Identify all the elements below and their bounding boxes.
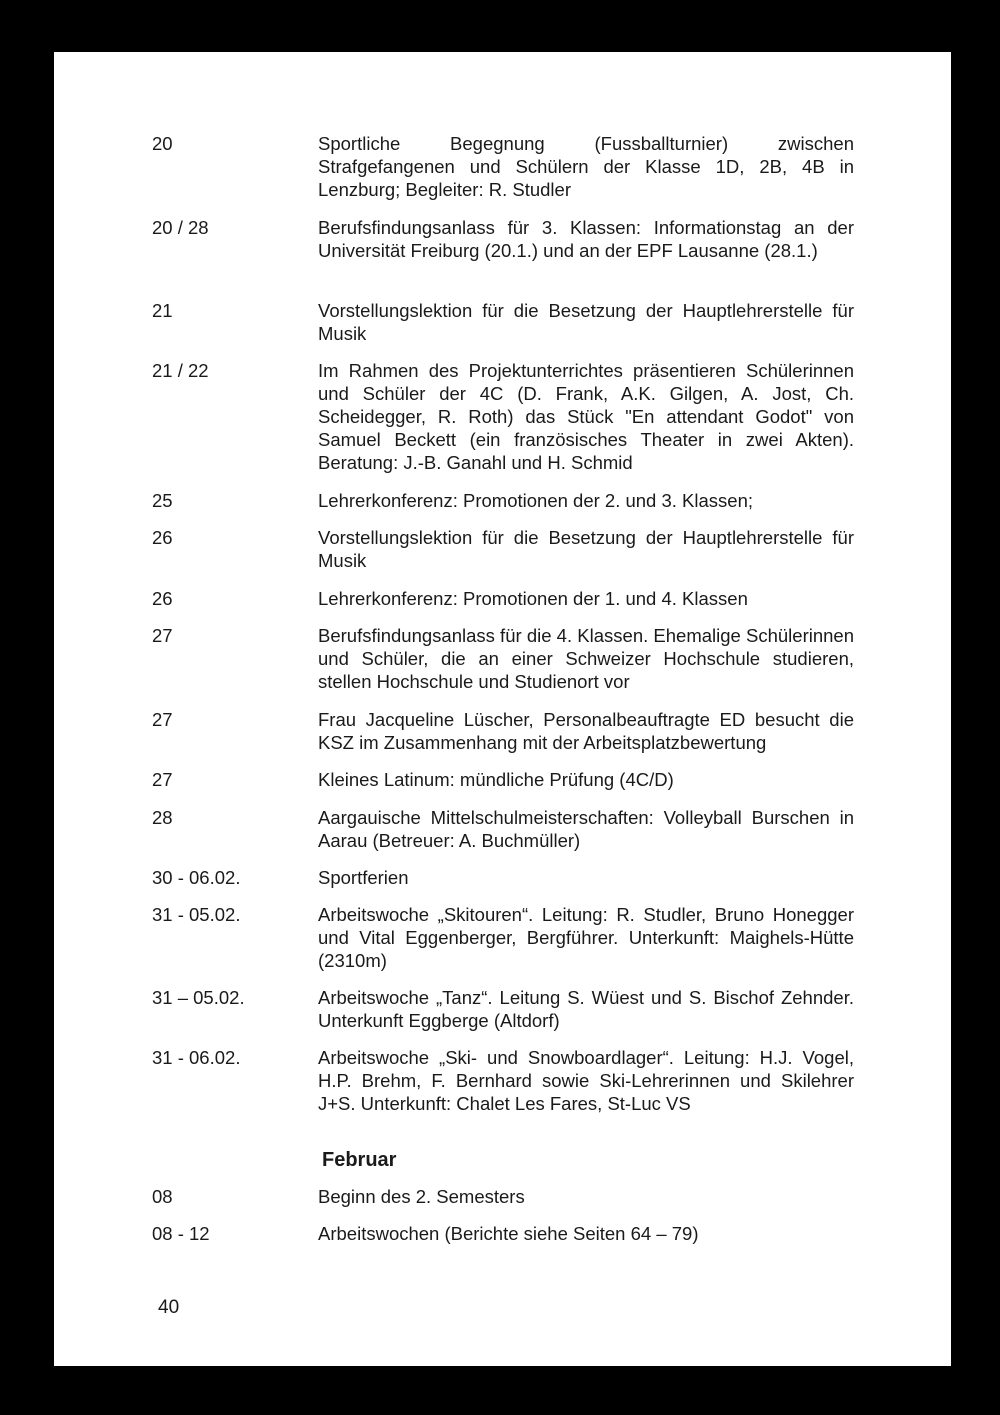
entry-text: Arbeitswoche „Ski- und Snowboardlager“. Leitung: H.J. Vogel, H.P. Brehm, F. Bernhard sowie Ski-Lehrerinnen und Skilehrer J+S. Unterkunft: Chalet Les Fares, St-Luc VS (318, 1047, 854, 1114)
entry-text: Vorstellungslektion für die Besetzung der Hauptlehrerstelle für Musik (318, 527, 854, 571)
entry-date: 27 (152, 769, 173, 790)
entry-text: Berufsfindungsanlass für 3. Klassen: Informationstag an der Universität Freiburg (20.1.) und an der EPF Lausanne (28.1.) (318, 217, 854, 261)
entry-text: Arbeitswochen (Berichte siehe Seiten 64 – 79) (318, 1223, 699, 1244)
entry-text: Lehrerkonferenz: Promotionen der 1. und 4. Klassen (318, 588, 748, 609)
entry-text: Frau Jacqueline Lüscher, Personalbeauftragte ED besucht die KSZ im Zusammenhang mit der Arbeitsplatzbewertung (318, 709, 854, 753)
entry-date: 08 - 12 (152, 1223, 210, 1244)
entry-date: 21 / 22 (152, 360, 209, 381)
page-number: 40 (158, 1297, 180, 1318)
entry-text: Im Rahmen des Projektunterrichtes präsentieren Schülerinnen und Schüler der 4C (D. Frank, A.K. Gilgen, A. Jost, Ch. Scheidegger, R. Roth) das Stück "En attendant Godot" von Samuel Beckett (ein französisches Theater in zwei Akten). Beratung: J.-B. Ganahl und H. Schmid (318, 360, 854, 473)
entry-text: Kleines Latinum: mündliche Prüfung (4C/D) (318, 769, 674, 790)
entry-date: 20 (152, 133, 173, 154)
entry-text: Arbeitswoche „Skitouren“. Leitung: R. Studler, Bruno Honegger und Vital Eggenberger, Bergführer. Unterkunft: Maighels-Hütte (2310m) (318, 904, 854, 971)
entry-date: 21 (152, 300, 173, 321)
entry-date: 20 / 28 (152, 217, 209, 238)
entry-date: 08 (152, 1186, 173, 1207)
entry-date: 27 (152, 625, 173, 646)
month-heading: Februar (322, 1149, 397, 1171)
entry-date: 27 (152, 709, 173, 730)
entry-text: Vorstellungslektion für die Besetzung der Hauptlehrerstelle für Musik (318, 300, 854, 344)
entry-date: 26 (152, 527, 173, 548)
entry-date: 30 - 06.02. (152, 867, 241, 888)
entry-date: 26 (152, 588, 173, 609)
entry-date: 31 - 06.02. (152, 1047, 241, 1068)
entry-text: Sportferien (318, 867, 409, 888)
entry-text: Beginn des 2. Semesters (318, 1186, 525, 1207)
document-page (54, 52, 951, 1366)
entry-date: 28 (152, 807, 173, 828)
entry-text: Berufsfindungsanlass für die 4. Klassen. Ehemalige Schülerinnen und Schüler, die an einer Schweizer Hochschule studieren, stellen Hochschule und Studienort vor (318, 625, 854, 692)
entry-text: Lehrerkonferenz: Promotionen der 2. und 3. Klassen; (318, 490, 754, 511)
entry-text: Aargauische Mittelschulmeisterschaften: Volleyball Burschen in Aarau (Betreuer: A. Buchmüller) (318, 807, 854, 851)
entry-date: 31 - 05.02. (152, 904, 241, 925)
entry-date: 31 – 05.02. (152, 987, 245, 1008)
entry-text: Sportliche Begegnung (Fussballturnier) zwischen Strafgefangenen und Schülern der Klasse 1D, 2B, 4B in Lenzburg; Begleiter: R. Studler (318, 133, 854, 200)
entry-text: Arbeitswoche „Tanz“. Leitung S. Wüest und S. Bischof Zehnder. Unterkunft Eggberge (Altdorf) (318, 987, 854, 1031)
entry-date: 25 (152, 490, 173, 511)
